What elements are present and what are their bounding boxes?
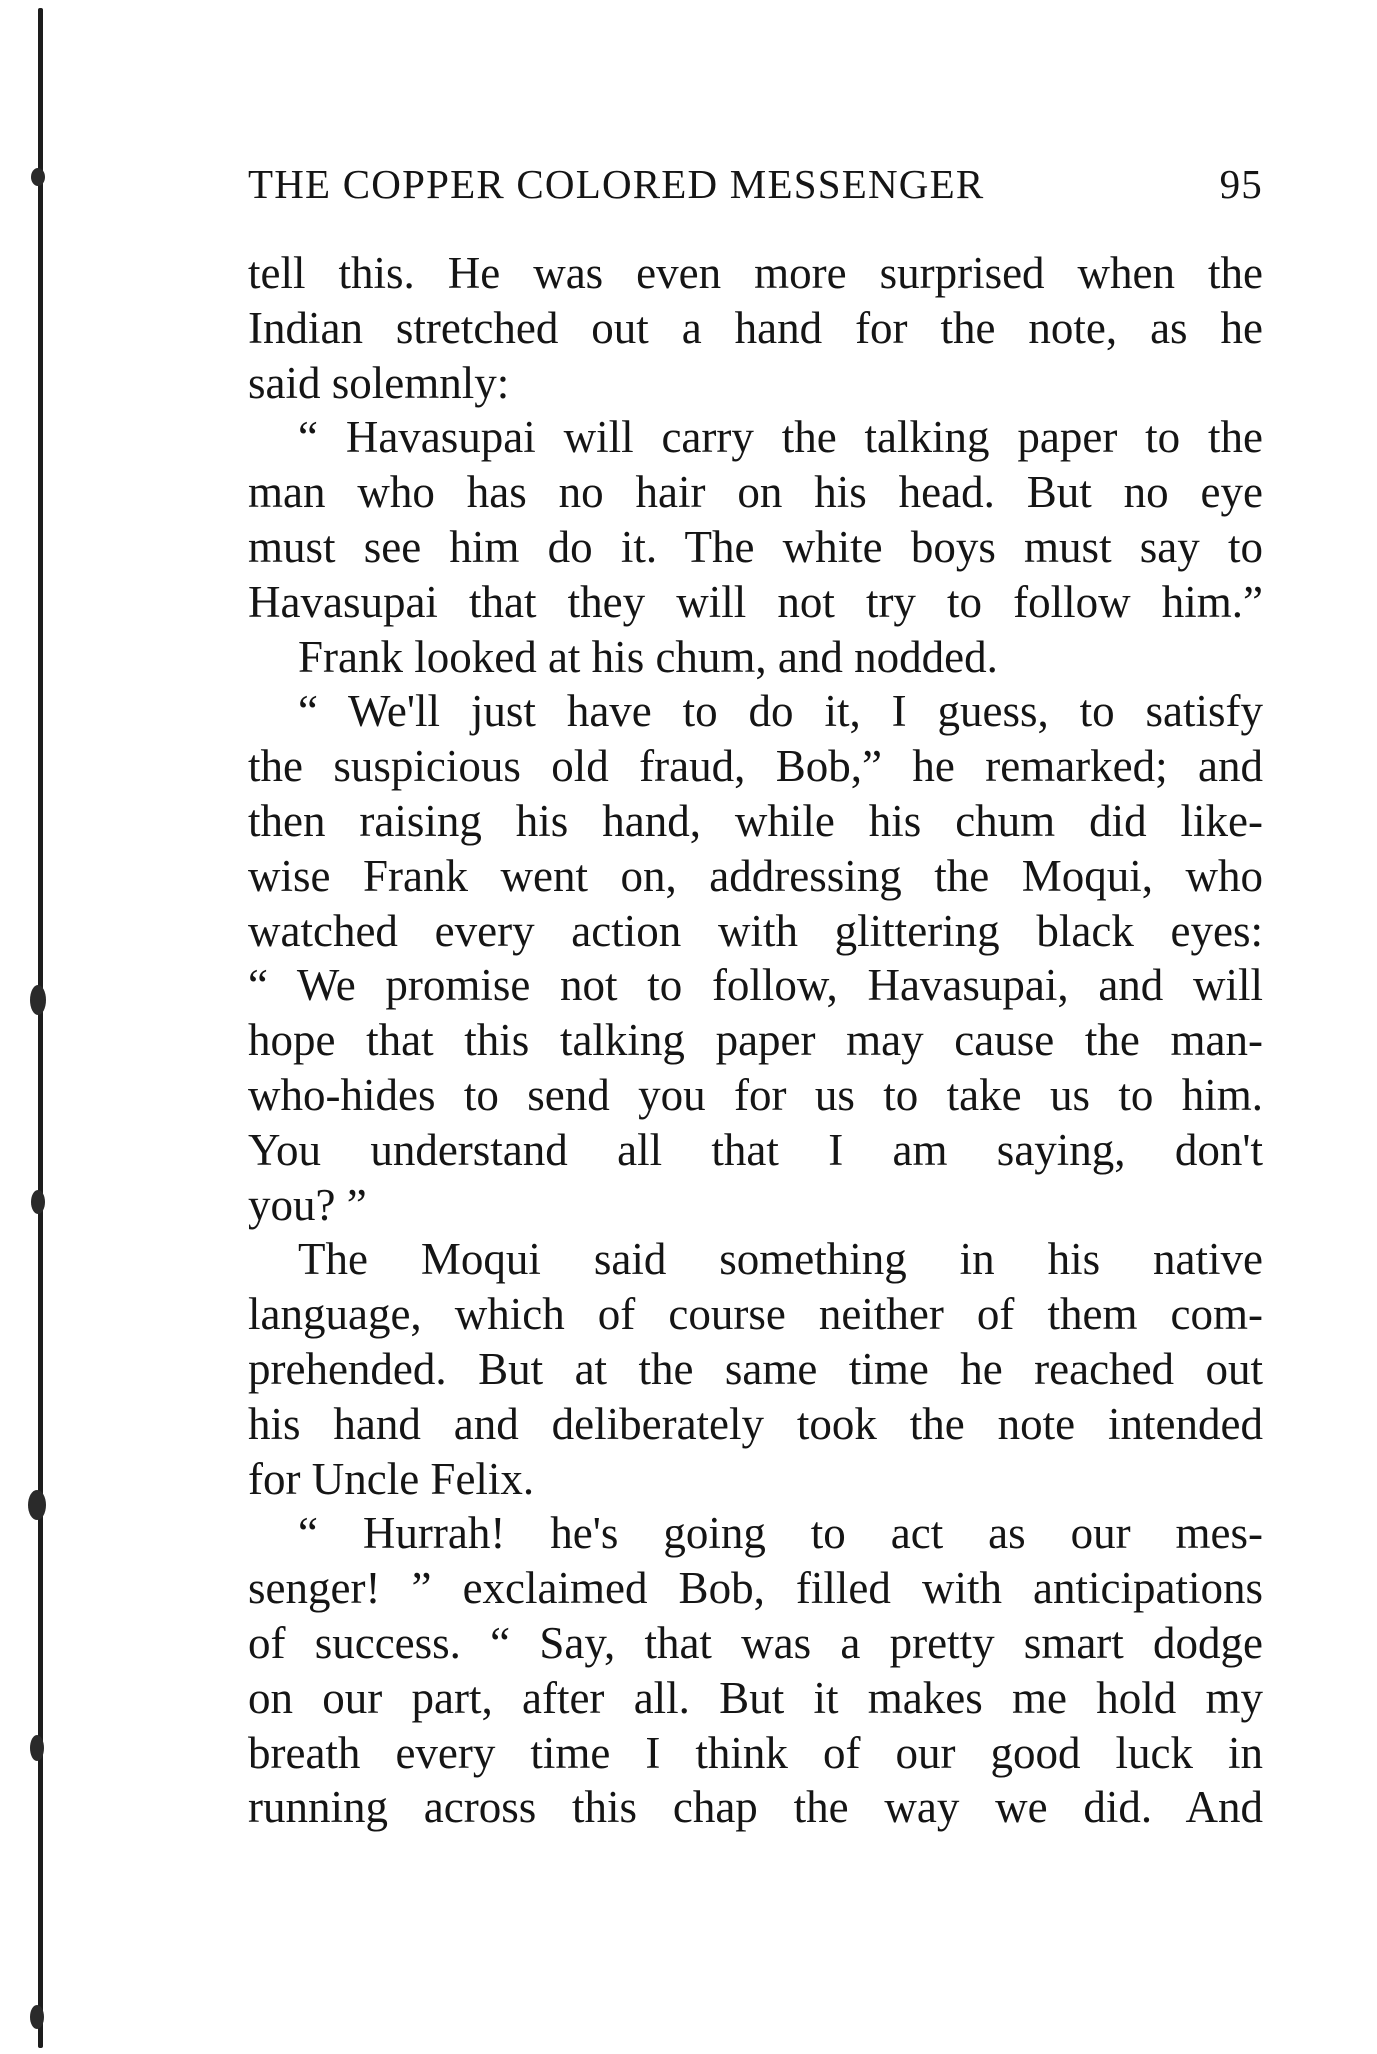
page-number: 95 [1219,161,1263,207]
text-line: man who has no hair on his head. But no eye [248,467,1263,518]
body-text [248,246,1263,1835]
text-line: you? ” [248,1179,367,1230]
binding-ink-mark [30,2005,44,2029]
text-line: “ We'll just have to do it, I guess, to satisfy [298,686,1263,737]
text-line: running across this chap the way we did. And [248,1782,1263,1833]
text-line: hope that this talking paper may cause the man- [248,1015,1263,1066]
binding-ink-mark [30,985,46,1015]
running-header [248,160,1263,216]
binding-ink-mark [28,1490,46,1520]
text-line: watched every action with glittering black eyes: [248,905,1263,956]
text-line: Indian stretched out a hand for the note, as he [248,302,1263,353]
text-line: breath every time I think of our good luck in [248,1727,1263,1778]
text-line: language, which of course neither of them com- [248,1289,1263,1340]
text-line: “ We promise not to follow, Havasupai, and will [248,960,1263,1011]
text-line: on our part, after all. But it makes me hold my [248,1672,1263,1723]
running-title: THE COPPER COLORED MESSENGER [248,161,985,207]
text-line: “ Hurrah! he's going to act as our mes- [298,1508,1263,1559]
text-line: the suspicious old fraud, Bob,” he remarked; and [248,741,1263,792]
text-line: You understand all that I am saying, don't [248,1124,1263,1175]
text-line: Frank looked at his chum, and nodded. [298,631,998,682]
binding-ink-mark [30,1735,44,1761]
text-line: tell this. He was even more surprised when the [248,248,1263,298]
text-line: who-hides to send you for us to take us to him. [248,1069,1263,1120]
text-line: his hand and deliberately took the note intended [248,1398,1263,1449]
text-line: wise Frank went on, addressing the Moqui, who [248,850,1263,901]
text-line: The Moqui said something in his native [298,1234,1263,1285]
text-line: senger! ” exclaimed Bob, filled with anticipations [248,1563,1263,1614]
binding-ink-mark [31,168,45,186]
binding-ink-mark [31,1190,45,1214]
text-line: must see him do it. The white boys must say to [248,521,1263,572]
text-line: Havasupai that they will not try to follow him.” [248,576,1263,627]
text-line: prehended. But at the same time he reached out [248,1343,1263,1394]
text-line: of success. “ Say, that was a pretty smart dodge [248,1617,1263,1668]
text-line: “ Havasupai will carry the talking paper to the [298,412,1263,463]
text-line: said solemnly: [248,357,510,408]
text-line: for Uncle Felix. [248,1453,535,1504]
text-line: then raising his hand, while his chum did like- [248,795,1263,846]
